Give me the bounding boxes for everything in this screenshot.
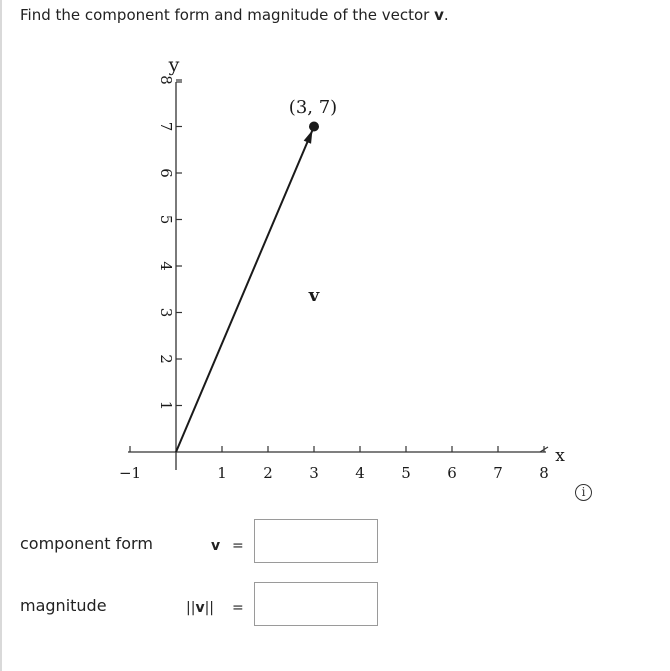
x-tick-label: 2 bbox=[263, 464, 273, 482]
vector-label: v bbox=[308, 285, 320, 306]
y-tick-label: 3 bbox=[157, 307, 175, 318]
info-icon[interactable]: i bbox=[575, 484, 592, 501]
y-ticks bbox=[176, 80, 182, 406]
component-form-lhs bbox=[211, 537, 220, 555]
y-tick-label: 8 bbox=[157, 75, 175, 85]
y-tick-label: 5 bbox=[157, 214, 175, 225]
x-tick-label: −1 bbox=[118, 464, 142, 482]
question-vector-symbol: v bbox=[434, 6, 444, 24]
y-tick-label: 2 bbox=[157, 354, 175, 364]
y-axis-label: y bbox=[168, 54, 180, 76]
component-form-label: component form bbox=[20, 534, 153, 553]
x-tick-label: 3 bbox=[309, 464, 319, 482]
y-tick-labels bbox=[157, 75, 175, 410]
magnitude-bar-open: || bbox=[186, 600, 196, 616]
question-prefix: Find the component form and magnitude of the vector bbox=[20, 6, 435, 24]
question-suffix: . bbox=[443, 6, 449, 24]
component-form-vector-symbol: v bbox=[211, 538, 221, 554]
y-tick-label: 4 bbox=[157, 261, 175, 271]
y-tick-label: 6 bbox=[157, 168, 175, 178]
y-tick-label: 7 bbox=[157, 121, 175, 132]
vector-endpoint bbox=[309, 122, 319, 132]
magnitude-lhs bbox=[186, 599, 214, 617]
x-axis-label: x bbox=[555, 446, 565, 466]
magnitude-input[interactable] bbox=[254, 582, 378, 626]
magnitude-label: magnitude bbox=[20, 596, 107, 615]
magnitude-vector-symbol: v bbox=[195, 600, 205, 616]
x-tick-label: 1 bbox=[217, 464, 227, 482]
x-tick-label: 4 bbox=[355, 464, 365, 482]
x-tick-label: 8 bbox=[539, 464, 549, 482]
vector-line bbox=[176, 127, 314, 453]
x-tick-label: 5 bbox=[401, 464, 411, 482]
x-tick-label: 7 bbox=[493, 464, 503, 482]
component-form-equals: = bbox=[232, 538, 244, 554]
x-ticks bbox=[130, 446, 544, 452]
point-label: (3, 7) bbox=[288, 97, 338, 118]
y-tick-label: 1 bbox=[157, 400, 175, 411]
x-tick-label: 6 bbox=[447, 464, 457, 482]
x-tick-labels bbox=[119, 464, 549, 482]
component-form-input[interactable] bbox=[254, 519, 378, 563]
vector-arrowhead bbox=[304, 130, 313, 144]
magnitude-equals: = bbox=[232, 600, 244, 616]
magnitude-bar-close: || bbox=[204, 600, 215, 616]
